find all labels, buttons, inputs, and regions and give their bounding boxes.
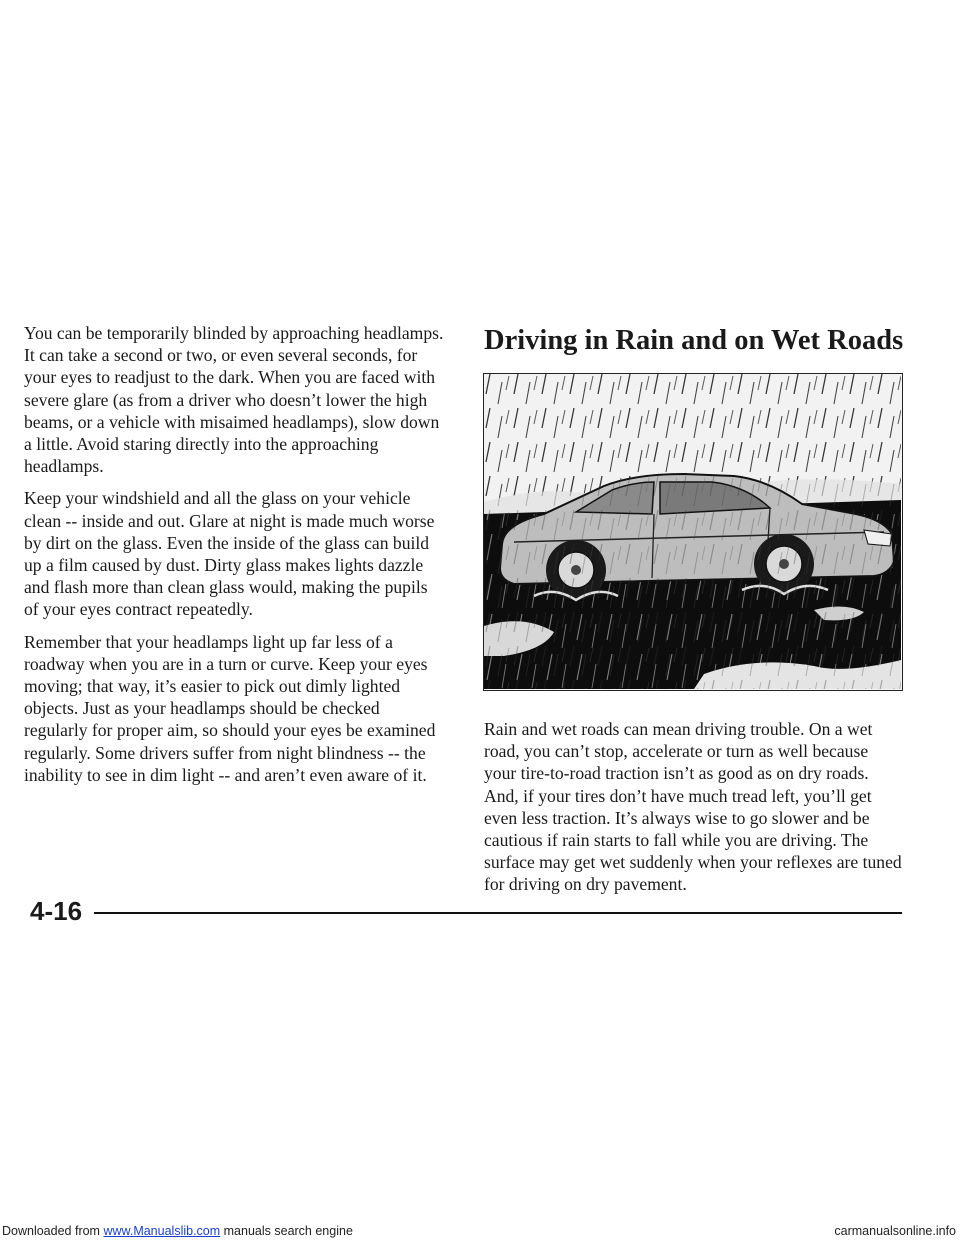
footer-suffix: manuals search engine xyxy=(220,1224,353,1238)
car-in-rain-illustration xyxy=(483,373,903,691)
left-column xyxy=(24,322,444,796)
footer-left xyxy=(2,1222,353,1240)
manualslib-link[interactable]: www.Manualslib.com xyxy=(103,1224,221,1238)
page-number: 4-16 xyxy=(30,896,83,926)
download-footer xyxy=(0,1222,960,1240)
footer-right-watermark: carmanualsonline.info xyxy=(834,1224,956,1238)
paragraph-windshield: Keep your windshield and all the glass on your vehicle clean -- inside and out. Glare at night is made much worse by dirt on the glass. Even the inside of the glass can build up a film caused by dust. Dirty glass makes lights dazzle and flash more than clean glass would, making the pupils of your eyes contract repeatedly. xyxy=(24,488,435,620)
footer-prefix: Downloaded from xyxy=(2,1224,104,1238)
car-in-rain-icon xyxy=(484,374,901,689)
right-column xyxy=(484,718,904,896)
section-heading: Driving in Rain and on Wet Roads xyxy=(484,325,904,356)
footer-rule xyxy=(94,912,902,914)
paragraph-headlamps: Remember that your headlamps light up far less of a roadway when you are in a turn or curve. Keep your eyes moving; that way, it’s easier to pick out dimly lighted objects. Just as your headlamps should be checked regularly for proper aim, so should your eyes be examined regularly. Some drivers suffer from night blindness -- the inability to see in dim light -- and aren’t even aware of it. xyxy=(24,631,436,785)
paragraph-glare: You can be temporarily blinded by approaching headlamps. It can take a second or two, or even several seconds, for your eyes to readjust to the dark. When you are faced with severe glare (as from a driver who doesn’t lower the high beams, or a vehicle with misaimed headlamps), slow down a little. Avoid staring directly into the approaching headlamps. xyxy=(24,323,444,477)
paragraph-wet-roads: Rain and wet roads can mean driving trouble. On a wet road, you can’t stop, accelerate or turn as well because your tire-to-road traction isn’t as good as on dry roads. And, if your tires don’t have much tread left, you’ll get even less traction. It’s always wise to go slower and be cautious if rain starts to fall while you are driving. The surface may get wet suddenly when your reflexes are tuned for driving on dry pavement. xyxy=(484,719,902,895)
